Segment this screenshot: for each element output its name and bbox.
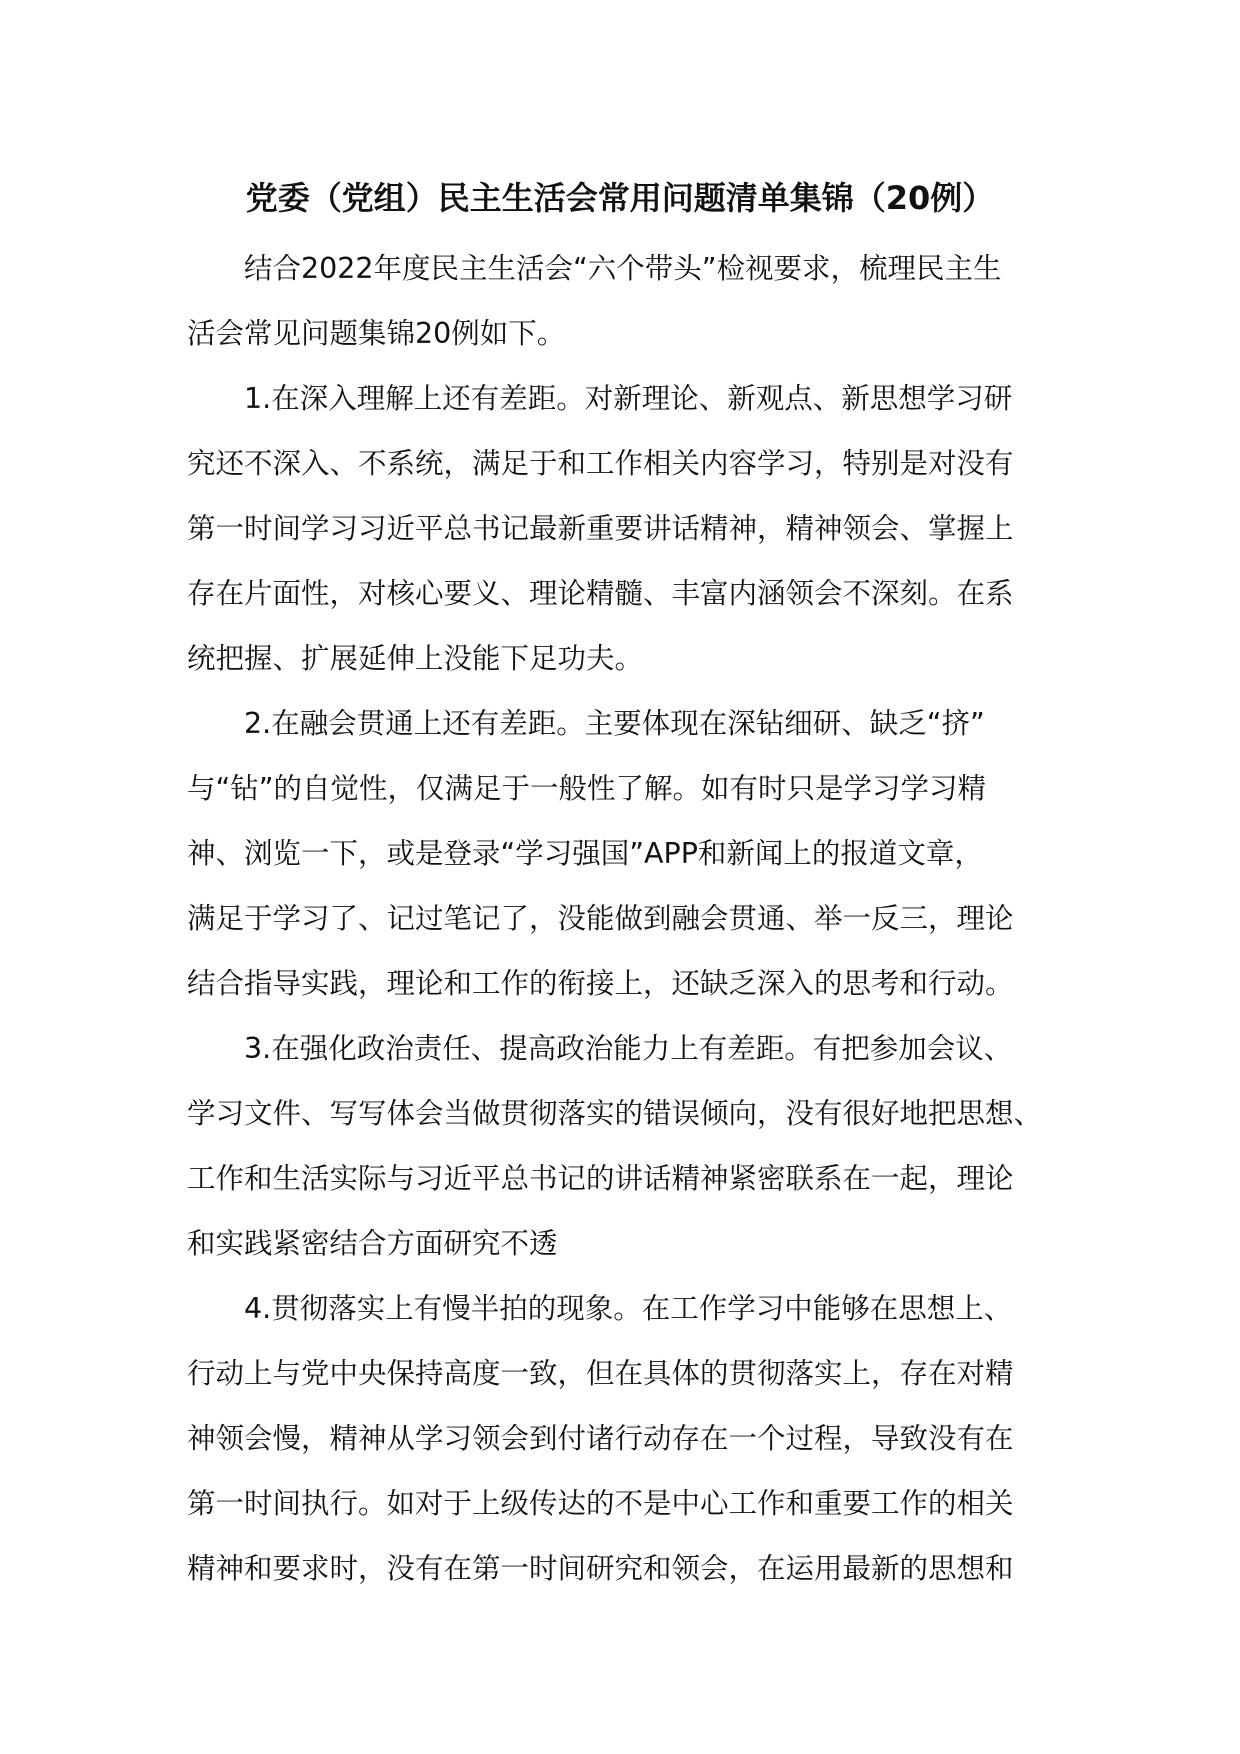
paragraph-line: 第一时间执行。如对于上级传达的不是中心工作和重要工作的相关 <box>187 1487 1014 1520</box>
paragraph-line: 精神和要求时，没有在第一时间研究和领会，在运用最新的思想和 <box>187 1552 1014 1585</box>
paragraph-line: 神领会慢，精神从学习领会到付诸行动存在一个过程，导致没有在 <box>187 1422 1014 1455</box>
paragraph-line: 统把握、扩展延伸上没能下足功夫。 <box>187 642 644 675</box>
paragraph-line: 结合指导实践，理论和工作的衔接上，还缺乏深入的思考和行动。 <box>187 967 1014 1000</box>
paragraph-line: 2.在融会贯通上还有差距。主要体现在深钻细研、缺乏“挤” <box>244 707 985 740</box>
paragraph-line: 工作和生活实际与习近平总书记的讲话精神紧密联系在一起，理论 <box>187 1162 1014 1195</box>
paragraph-line: 神、浏览一下，或是登录“学习强国”APP和新闻上的报道文章， <box>187 837 983 870</box>
paragraph-line: 结合2022年度民主生活会“六个带头”检视要求，梳理民主生 <box>244 252 1002 285</box>
document-title: 党委（党组）民主生活会常用问题清单集锦（20例） <box>245 179 995 217</box>
paragraph-line: 和实践紧密结合方面研究不透 <box>187 1227 558 1260</box>
paragraph-line: 4.贯彻落实上有慢半拍的现象。在工作学习中能够在思想上、 <box>244 1292 1013 1325</box>
paragraph-line: 究还不深入、不系统，满足于和工作相关内容学习，特别是对没有 <box>187 447 1014 480</box>
paragraph-line: 3.在强化政治责任、提高政治能力上有差距。有把参加会议、 <box>244 1032 1013 1065</box>
paragraph-line: 存在片面性，对核心要义、理论精髓、丰富内涵领会不深刻。在系 <box>187 577 1014 610</box>
paragraph-line: 与“钻”的自觉性，仅满足于一般性了解。如有时只是学习学习精 <box>187 772 987 805</box>
paragraph-line: 1.在深入理解上还有差距。对新理论、新观点、新思想学习研 <box>244 382 1013 415</box>
paragraph-line: 活会常见问题集锦20例如下。 <box>187 317 566 350</box>
paragraph-line: 行动上与党中央保持高度一致，但在具体的贯彻落实上，存在对精 <box>187 1357 1014 1390</box>
paragraph-line: 满足于学习了、记过笔记了，没能做到融会贯通、举一反三，理论 <box>187 902 1014 935</box>
paragraph-line: 第一时间学习习近平总书记最新重要讲话精神，精神领会、掌握上 <box>187 512 1014 545</box>
paragraph-line: 学习文件、写写体会当做贯彻落实的错误倾向，没有很好地把思想、 <box>187 1097 1043 1130</box>
